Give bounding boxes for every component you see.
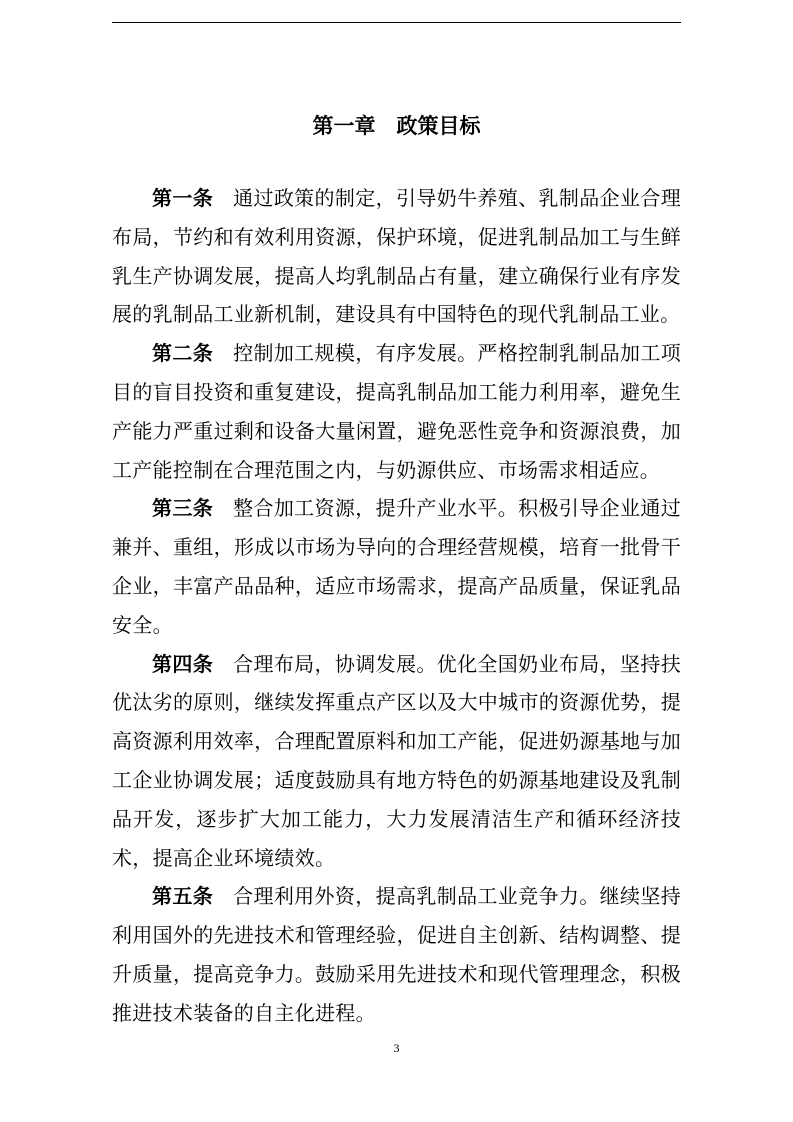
article-2 — [112, 334, 681, 489]
header-rule — [112, 22, 681, 23]
article-label: 第一条 — [152, 186, 214, 210]
article-4 — [112, 645, 681, 878]
article-label: 第四条 — [152, 651, 214, 676]
article-text: 控制加工规模，有序发展。严格控制乳制品加工项目的盲目投资和重复建设，提高乳制品加工能力利用率，避免生产能力严重过剩和设备大量闲置，避免恶性竞争和资源浪费，加工产能控制在合理范围之内，与奶源供应、市场需求相适应。 — [112, 341, 681, 482]
article-label: 第五条 — [152, 884, 214, 909]
article-text: 合理利用外资，提高乳制品工业竞争力。继续坚持利用国外的先进技术和管理经验，促进自主创新、结构调整、提升质量，提高竞争力。鼓励采用先进技术和现代管理理念，积极推进技术装备的自主化进程。 — [112, 884, 681, 1025]
article-label: 第三条 — [152, 496, 214, 521]
article-1 — [112, 179, 681, 334]
article-3 — [112, 489, 681, 644]
article-5 — [112, 877, 681, 1032]
page-number: 3 — [393, 1041, 400, 1055]
article-text: 通过政策的制定，引导奶牛养殖、乳制品企业合理布局，节约和有效利用资源，保护环境，促进乳制品加工与生鲜乳生产协调发展，提高人均乳制品占有量，建立确保行业有序发展的乳制品工业新机制，建设具有中国特色的现代乳制品工业。 — [112, 186, 681, 327]
article-label: 第二条 — [152, 341, 214, 366]
article-text: 合理布局，协调发展。优化全国奶业布局，坚持扶优汰劣的原则，继续发挥重点产区以及大中城市的资源优势，提高资源利用效率，合理配置原料和加工产能，促进奶源基地与加工企业协调发展；适度鼓励具有地方特色的奶源基地建设及乳制品开发，逐步扩大加工能力，大力发展清洁生产和循环经济技术，提高企业环境绩效。 — [112, 651, 681, 870]
chapter-title: 第一章 政策目标 — [312, 114, 481, 138]
article-text: 整合加工资源，提升产业水平。积极引导企业通过兼并、重组，形成以市场为导向的合理经营规模，培育一批骨干企业，丰富产品品种，适应市场需求，提高产品质量，保证乳品安全。 — [112, 496, 681, 637]
document-body — [112, 179, 681, 1033]
